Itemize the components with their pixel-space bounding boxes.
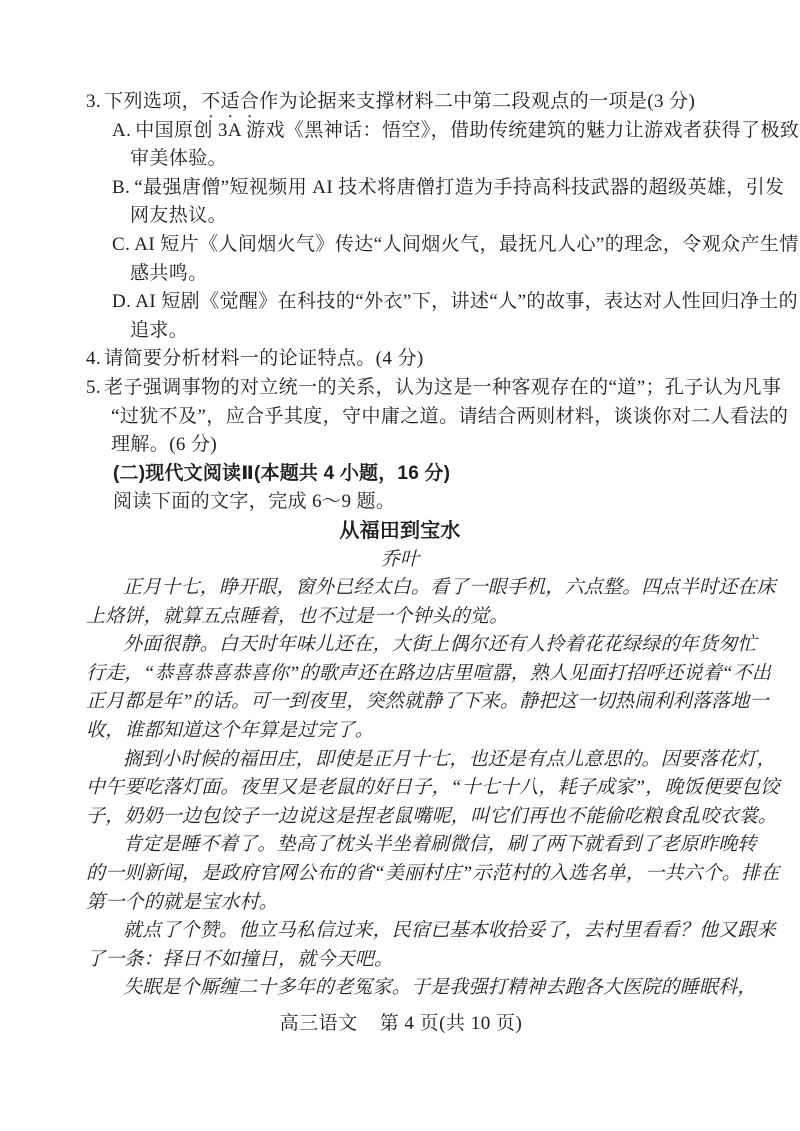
- option-c-label: C.: [112, 233, 131, 255]
- passage-line: 搁到小时候的福田庄，即使是正月十七，也还是有点儿意思的。因要落花灯，: [123, 748, 776, 770]
- option-b-line-2: [86, 202, 716, 231]
- passage-line: 了一条：择日不如撞日，就今天吧。: [86, 948, 394, 970]
- passage-line: 上烙饼，就算五点睡着，也不过是一个钟头的觉。: [86, 605, 509, 627]
- question-5-text-cont: “过犹不及”，应合乎其度，守中庸之道。请结合两则材料，谈谈你对二人看法的: [111, 405, 789, 427]
- passage-line: 外面很静。白天时年味儿还在，大街上偶尔还有人拎着花花绿绿的年货匆忙: [123, 634, 757, 656]
- question-3-stem: [86, 88, 716, 117]
- question-4-text: 请简要分析材料一的论证特点。(4 分): [104, 348, 424, 370]
- section-2-instruction: 阅读下面的文字，完成 6～9 题。: [113, 491, 396, 513]
- option-d-label: D.: [112, 291, 132, 313]
- passage-line: 中午要吃落灯面。夜里又是老鼠的好日子，“十七十八，耗子成家”，晚饭便要包饺: [86, 777, 780, 799]
- page-footer: [86, 1010, 716, 1038]
- passage-author: 乔叶: [380, 548, 420, 570]
- passage-line: 正月都是年”的话。可一到夜里，突然就静了下来。静把这一切热闹利利落落地一: [86, 691, 769, 713]
- passage-line: 行走，“恭喜恭喜恭喜你”的歌声还在路边店里喧嚣，熟人见面打招呼还说着“不出: [86, 662, 772, 684]
- option-d-line-1: [86, 288, 799, 317]
- passage-title: 从福田到宝水: [339, 519, 461, 542]
- question-5-text: 老子强调事物的对立统一的关系，认为这是一种客观存在的“道”；孔子认为凡事: [104, 376, 782, 398]
- question-4-number: 4.: [86, 348, 102, 370]
- question-5-number: 5.: [86, 376, 102, 398]
- option-d-text-cont: 追求。: [130, 319, 189, 341]
- passage-line: 就点了个赞。他立马私信过来，民宿已基本收拾妥了，去村里看看？他又跟来: [123, 920, 776, 942]
- question-5-text-end: 理解。(6 分): [111, 434, 218, 456]
- option-c-text: AI 短片《人间烟火气》传达“人间烟火气，最抚凡人心”的理念，令观众产生情: [134, 233, 799, 255]
- option-c-line-1: [86, 231, 799, 260]
- footer-page-number: 第 4 页(共 10 页): [379, 1013, 523, 1034]
- passage-line: 子，奶奶一边包饺子一边说这是捏老鼠嘴呢，叫它们再也不能偷吃粮食乱咬衣裳。: [86, 805, 778, 827]
- option-b-label: B.: [112, 176, 131, 198]
- option-b-line-1: [86, 174, 785, 203]
- passage-line: 收，谁都知道这个年算是过完了。: [86, 720, 375, 742]
- option-a-label: A.: [112, 119, 132, 141]
- question-5-line-1: [86, 374, 782, 403]
- question-3-stem-pre: 下列选项，: [104, 91, 202, 112]
- passage-line: 的一则新闻，是政府官网公布的省“美丽村庄”示范村的入选名单，一共六个。排在: [86, 863, 780, 885]
- passage-line: 失眠是个厮缠二十多年的老冤家。于是我强打精神去跑各大医院的睡眠科，: [123, 977, 757, 999]
- option-a-text: 中国原创 3A 游戏《黑神话：悟空》，借助传统建筑的魅力让游戏者获得了极致: [135, 119, 800, 141]
- question-3-stem-post: 作为论据来支撑材料二中第二段观点的一项是(3 分): [259, 91, 696, 112]
- option-b-text: “最强唐僧”短视频用 AI 技术将唐僧打造为手持高科技武器的超级英雄，引发: [134, 176, 785, 198]
- option-c-line-2: [86, 260, 716, 289]
- section-2-heading: (二)现代文阅读Ⅱ(本题共 4 小题，16 分): [113, 462, 451, 484]
- option-a-line-2: [86, 145, 716, 174]
- option-d-text: AI 短剧《觉醒》在科技的“外衣”下，讲述“人”的故事，表达对人性回归净土的: [135, 291, 799, 313]
- question-5-line-3: [86, 431, 716, 460]
- option-a-line-1: [86, 117, 800, 146]
- option-d-line-2: [86, 317, 716, 346]
- question-5-line-2: [86, 403, 789, 432]
- option-a-text-cont: 审美体验。: [130, 148, 228, 170]
- question-4: [86, 345, 716, 374]
- question-3-number: 3.: [86, 91, 102, 112]
- passage-line: 第一个的就是宝水村。: [86, 891, 279, 913]
- question-3-stem-emphasis: 不适合: [201, 91, 260, 112]
- option-c-text-cont: 感共鸣。: [130, 262, 208, 284]
- passage-line: 肯定是睡不着了。垫高了枕头半坐着刷微信，刷了两下就看到了老原昨晚转: [123, 834, 757, 856]
- passage-line: 正月十七，睁开眼，窗外已经太白。看了一眼手机，六点整。四点半时还在床: [123, 577, 776, 599]
- option-b-text-cont: 网友热议。: [130, 205, 228, 227]
- footer-course-name: 高三语文: [279, 1013, 358, 1034]
